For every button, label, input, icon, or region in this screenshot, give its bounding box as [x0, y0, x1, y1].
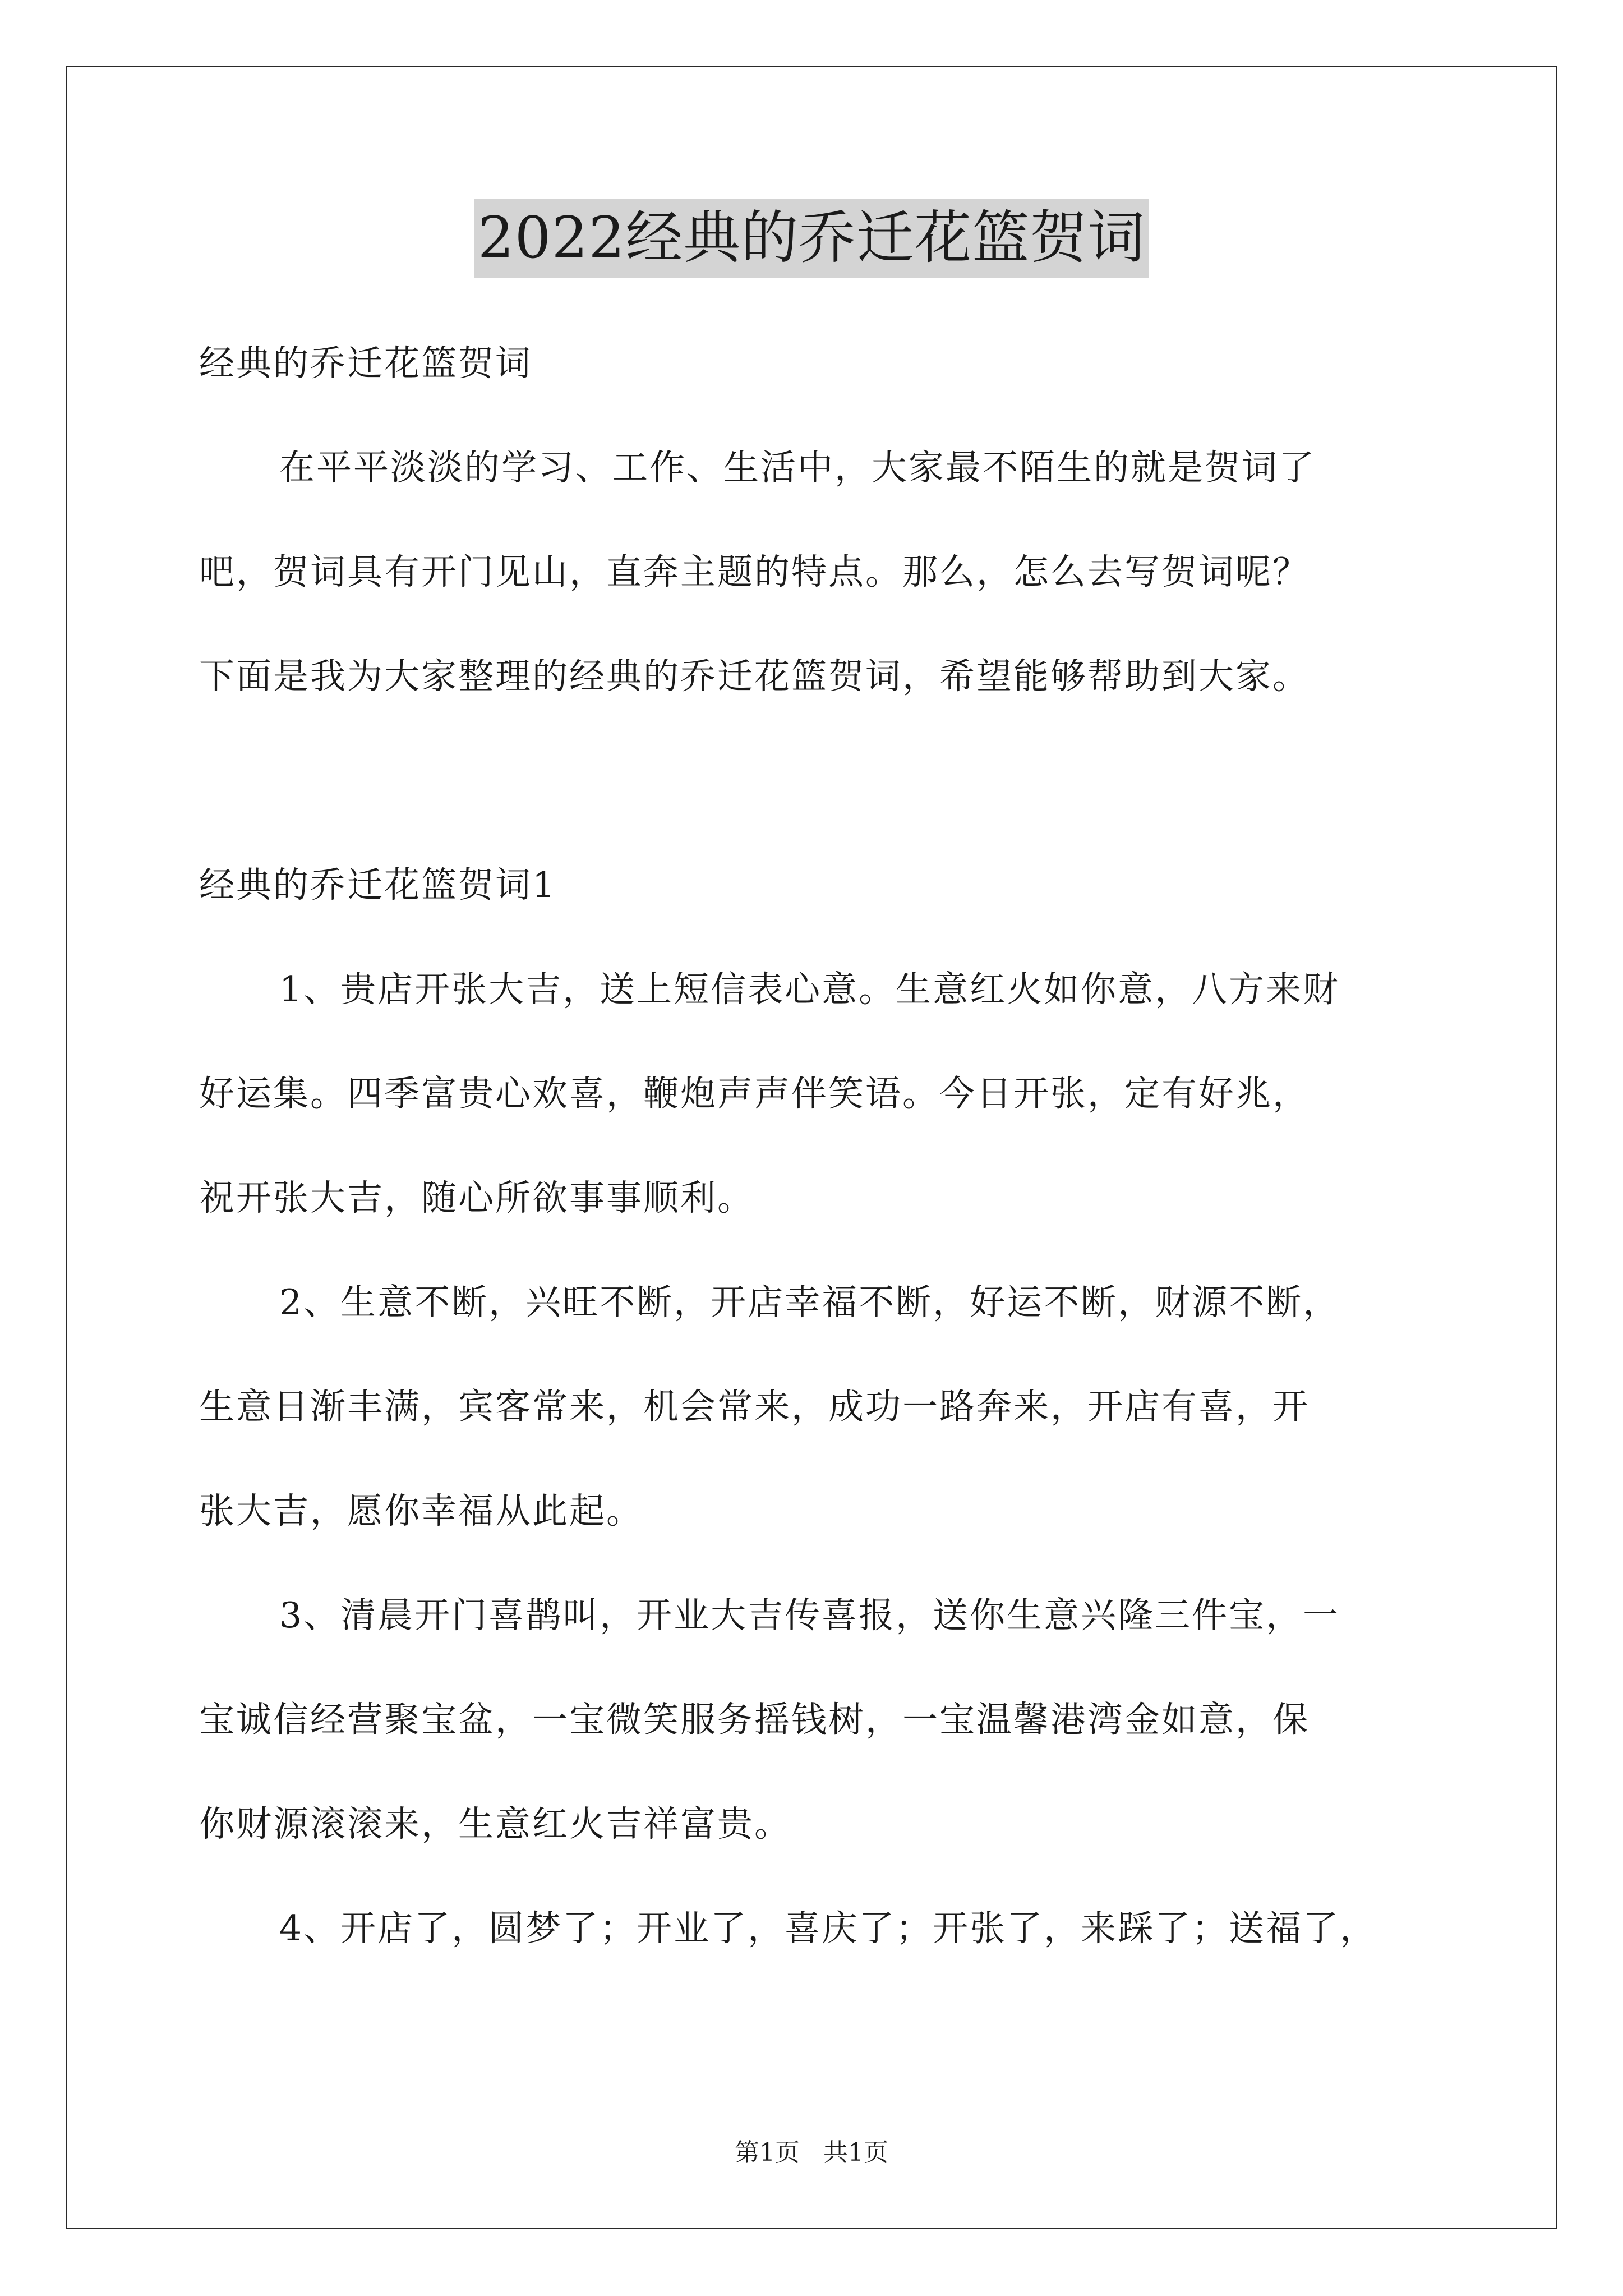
item-1-line: 1、贵店开张大吉，送上短信表心意。生意红火如你意，八方来财	[279, 969, 1340, 1010]
intro-line: 在平平淡淡的学习、工作、生活中，大家最不陌生的就是贺词了	[279, 447, 1316, 488]
intro-line: 下面是我为大家整理的经典的乔迁花篮贺词，希望能够帮助到大家。	[199, 656, 1310, 697]
page-footer: 第1页 共1页	[735, 2138, 888, 2167]
subtitle: 经典的乔迁花篮贺词	[199, 343, 532, 384]
item-3-line: 宝诚信经营聚宝盆，一宝微笑服务摇钱树，一宝温馨港湾金如意，保	[199, 1699, 1310, 1740]
item-1-line: 祝开张大吉，随心所欲事事顺利。	[199, 1177, 754, 1218]
document-body	[199, 311, 1461, 1981]
item-4-line: 4、开店了，圆梦了；开业了，喜庆了；开张了，来踩了；送福了，	[279, 1908, 1377, 1949]
intro-line: 吧，贺词具有开门见山，直奔主题的特点。那么，怎么去写贺词呢？	[199, 551, 1310, 592]
item-2-line: 生意日渐丰满，宾客常来，机会常来，成功一路奔来，开店有喜，开	[199, 1386, 1310, 1427]
document-title: 2022经典的乔迁花篮贺词	[474, 199, 1149, 278]
paragraph-gap	[199, 729, 1461, 833]
item-3-line: 3、清晨开门喜鹊叫，开业大吉传喜报，送你生意兴隆三件宝，一	[279, 1595, 1340, 1636]
item-2-line: 张大吉，愿你幸福从此起。	[199, 1490, 643, 1531]
title-container	[0, 199, 1623, 278]
item-2-line: 2、生意不断，兴旺不断，开店幸福不断，好运不断，财源不断，	[279, 1282, 1340, 1323]
item-3-line: 你财源滚滚来，生意红火吉祥富贵。	[199, 1803, 791, 1844]
section-heading: 经典的乔迁花篮贺词1	[199, 864, 557, 905]
item-1-line: 好运集。四季富贵心欢喜，鞭炮声声伴笑语。今日开张，定有好兆，	[199, 1073, 1310, 1114]
